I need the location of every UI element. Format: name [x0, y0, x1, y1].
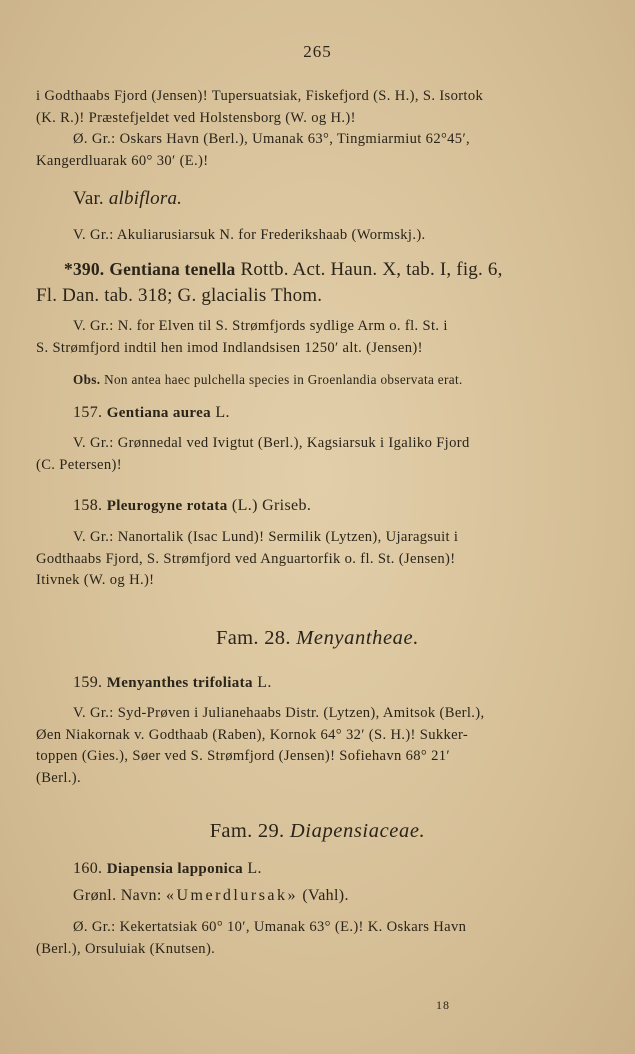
species-entry-160: 160. Diapensia lapponica L. — [73, 860, 262, 877]
text-block-160 — [36, 917, 601, 960]
species-name: Gentiana tenella — [109, 259, 236, 279]
text-line: toppen (Gies.), Søer ved S. Strømfjord (Jensen)! Sofiehavn 68° 21′ — [36, 748, 450, 764]
species-name: Menyanthes trifoliata — [106, 675, 253, 691]
region-label: Ø. Gr.: — [73, 131, 116, 147]
species-name: Diapensia lapponica — [106, 861, 244, 877]
text-block-gentiana-continued — [36, 86, 601, 172]
species-number: *390. — [64, 259, 105, 279]
text-line: (Berl.), Orsuluiak (Knutsen). — [36, 940, 216, 957]
greenlandic-name: Grønl. Navn: «Umerdlursak» (Vahl). — [73, 887, 349, 904]
species-number: 158. — [73, 497, 103, 514]
text-line: V. Gr.: Grønnedal ved Ivigtut (Berl.), Kagsiarsuk i Igaliko Fjord — [73, 435, 470, 451]
species-entry-159: 159. Menyanthes trifoliata L. — [73, 674, 272, 691]
species-name: Pleurogyne rotata — [106, 498, 228, 514]
family-heading-29: Fam. 29. Diapensiaceae. — [209, 820, 426, 842]
variety-heading: Var. albiflora. — [73, 188, 183, 209]
family-name: Menyantheae. — [296, 627, 419, 649]
native-name: «Umerdlursak» — [166, 887, 299, 904]
text-line: (C. Petersen)! — [36, 456, 122, 473]
text-line: V. Gr.: Akuliarusiarsuk N. for Frederikshaab (Wormskj.). — [73, 227, 426, 243]
text-line: Godthaabs Fjord, S. Strømfjord ved Anguartorfik o. fl. St. (Jensen)! — [36, 550, 456, 567]
species-entry-390: *390. Gentiana tenella Rottb. Act. Haun. X, tab. I, fig. 6, Fl. Dan. tab. 318; G. glacialis Thom. — [36, 256, 601, 309]
text-line: Fl. Dan. tab. 318; G. glacialis Thom. — [36, 285, 323, 306]
variety-name: albiflora. — [108, 188, 183, 209]
text-line: V. Gr.: N. for Elven til S. Strømfjords sydlige Arm o. fl. St. i — [73, 318, 448, 334]
species-entry-157: 157. Gentiana aurea L. — [73, 404, 230, 421]
text-line: S. Strømfjord indtil hen imod Indlandsisen 1250′ alt. (Jensen)! — [36, 339, 423, 356]
text-block-157 — [36, 433, 601, 476]
page-number: 265 — [303, 42, 332, 61]
species-number: 157. — [73, 404, 103, 421]
text-line: Kangerdluarak 60° 30′ (E.)! — [36, 152, 209, 169]
text-block-variety — [36, 225, 601, 247]
family-heading-28: Fam. 28. Menyantheae. — [216, 627, 419, 649]
text-block-158 — [36, 527, 601, 592]
species-name: Gentiana aurea — [106, 405, 211, 421]
species-number: 159. — [73, 674, 103, 691]
text-line: Itivnek (W. og H.)! — [36, 572, 155, 588]
printer-signature: 18 — [436, 998, 450, 1012]
obs-label: Obs. — [73, 372, 101, 387]
text-line: V. Gr.: Syd-Prøven i Julianehaabs Distr. (Lytzen), Amitsok (Berl.), — [73, 705, 485, 721]
text-line: (K. R.)! Præstefjeldet ved Holstensborg (W. og H.)! — [36, 109, 356, 126]
text-line: Ø. Gr.: Oskars Havn (Berl.), Umanak 63°, Tingmiarmiut 62°45′, — [73, 131, 470, 147]
text-line: i Godthaabs Fjord (Jensen)! Tupersuatsiak, Fiskefjord (S. H.), S. Isortok — [36, 88, 484, 104]
text-block-159 — [36, 703, 601, 789]
text-line: Øen Niakornak v. Godthaab (Raben), Kornok 64° 32′ (S. H.)! Sukker- — [36, 726, 469, 743]
text-block-390 — [36, 316, 601, 359]
text-line: (Berl.). — [36, 769, 81, 786]
species-number: 160. — [73, 860, 103, 877]
family-name: Diapensiaceae. — [289, 820, 426, 842]
text-line: Ø. Gr.: Kekertatsiak 60° 10′, Umanak 63° (E.)! K. Oskars Havn — [73, 919, 467, 935]
text-line: V. Gr.: Nanortalik (Isac Lund)! Sermilik (Lytzen), Ujaragsuit i — [73, 529, 459, 545]
species-entry-158: 158. Pleurogyne rotata (L.) Griseb. — [73, 497, 312, 514]
observation-note: Obs. Non antea haec pulchella species in Groenlandia observata erat. — [73, 372, 463, 387]
